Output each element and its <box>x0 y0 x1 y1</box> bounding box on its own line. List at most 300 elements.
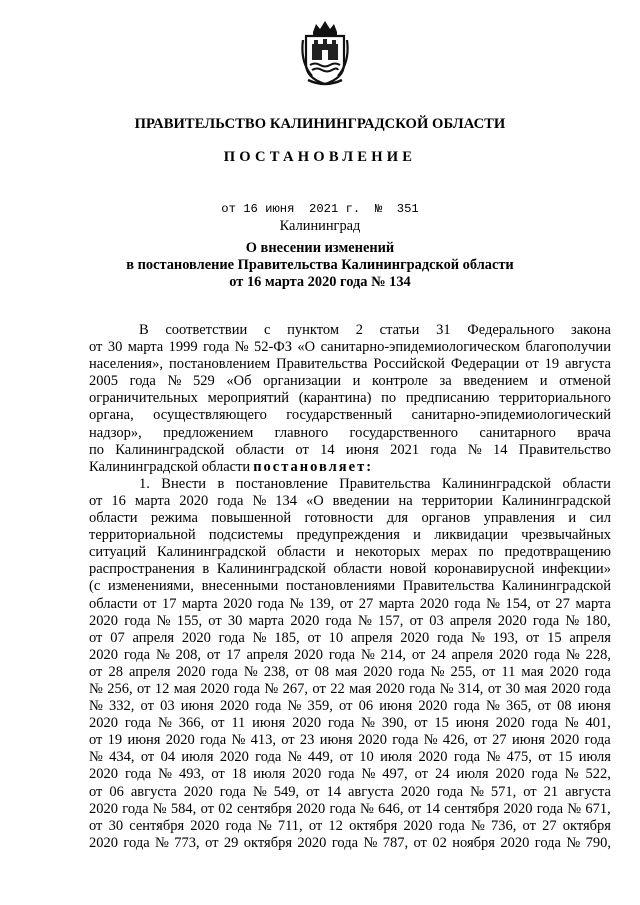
word: 14 <box>425 800 441 817</box>
word: 359, <box>307 698 333 715</box>
word: августа <box>565 356 611 373</box>
word: года <box>255 749 282 766</box>
word: 08 <box>557 698 572 715</box>
word: сил <box>589 510 611 527</box>
government-name: ПРАВИТЕЛЬСТВО КАЛИНИНГРАДСКОЙ ОБЛАСТИ <box>134 116 506 132</box>
word: 22 <box>330 680 345 697</box>
word: 24 <box>431 646 446 663</box>
word: от <box>339 749 353 766</box>
word: 1999 <box>168 339 198 356</box>
word: 2020 <box>497 612 527 629</box>
word: № <box>167 373 182 390</box>
word: 52-ФЗ <box>253 339 293 356</box>
word: врача <box>577 424 611 441</box>
word: 2020 <box>418 698 448 715</box>
word: года <box>329 800 356 817</box>
word: июля <box>380 749 413 766</box>
word: 787, <box>382 834 409 851</box>
word: года <box>531 766 558 783</box>
word: года <box>328 646 356 663</box>
word: 390, <box>381 715 408 732</box>
body-line <box>89 630 611 647</box>
word: от <box>536 595 550 612</box>
word: 332, <box>109 698 135 715</box>
word: от <box>89 732 103 749</box>
body-line <box>89 390 611 407</box>
word: № <box>264 680 279 697</box>
word: 529 <box>193 373 215 390</box>
word: года <box>392 732 419 749</box>
word: с <box>263 322 271 338</box>
word: 10 <box>328 629 344 646</box>
word: марта <box>127 339 164 356</box>
word: Калининградской <box>115 441 225 458</box>
word: года <box>325 612 352 629</box>
word: «О <box>305 492 324 509</box>
word: 2020 <box>89 800 118 817</box>
word: № <box>234 339 249 356</box>
word: года <box>437 629 464 646</box>
word: 12 <box>154 680 170 697</box>
body-line <box>89 818 611 835</box>
body-line-text: Калининградской области <box>89 458 251 475</box>
word: октября <box>243 834 293 851</box>
word: года <box>225 817 252 834</box>
word: № <box>257 817 272 834</box>
body-line <box>89 732 611 749</box>
word: 497, <box>382 766 408 783</box>
word: апреля <box>350 629 393 646</box>
word: июля <box>456 766 489 783</box>
word: 2020 <box>293 646 323 663</box>
word: постановлением <box>168 356 271 373</box>
word: 2020 <box>200 680 230 697</box>
word: № <box>252 783 267 800</box>
body-line <box>89 681 611 698</box>
body-line <box>89 459 611 476</box>
word: 30 <box>505 680 521 697</box>
word: № <box>360 646 375 663</box>
word: июня <box>180 698 214 715</box>
word: года <box>123 834 150 851</box>
word: 30 <box>108 817 124 834</box>
word: 14 <box>493 441 508 458</box>
body-line <box>89 373 611 390</box>
word: года <box>331 834 359 851</box>
word: года <box>233 680 260 697</box>
word: года <box>532 612 560 629</box>
word: от <box>308 817 323 834</box>
word: 154, <box>505 595 531 612</box>
word: В <box>139 322 149 338</box>
word: управления <box>483 510 555 527</box>
word: 2020 <box>190 817 220 834</box>
word: от <box>89 492 103 509</box>
word: 493, <box>178 766 205 783</box>
word: № <box>156 612 171 629</box>
word: года <box>454 595 481 612</box>
word: и <box>352 373 361 390</box>
word: территориального <box>499 390 611 407</box>
body-line <box>89 596 611 613</box>
word: апреля <box>569 629 611 646</box>
word: 365, <box>505 698 532 715</box>
word: 2020 <box>549 663 579 680</box>
word: года <box>430 441 457 458</box>
word: года <box>203 339 230 356</box>
word: № <box>565 646 580 663</box>
body-line <box>89 664 611 681</box>
word: предотвращению <box>504 544 611 561</box>
word: Правительство <box>518 441 611 458</box>
word: ноября <box>452 834 495 851</box>
word: 401, <box>585 715 611 732</box>
word: 2020 <box>292 715 322 732</box>
body-line <box>89 527 611 544</box>
word: отменой <box>559 373 611 390</box>
word: 773, <box>174 834 200 851</box>
word: 790, <box>585 834 611 851</box>
word: 2020 <box>292 766 322 783</box>
word: года <box>409 680 436 697</box>
word: государственного <box>349 424 458 441</box>
word: (с <box>89 578 101 595</box>
word: от <box>306 783 320 800</box>
word: от <box>481 663 496 680</box>
word: № <box>486 749 501 766</box>
word: 255, <box>450 663 476 680</box>
word: 228, <box>585 646 611 663</box>
word: 2020 <box>503 800 533 817</box>
word: от <box>538 749 552 766</box>
word: от <box>206 646 221 663</box>
word: новой <box>389 561 427 578</box>
word: от <box>307 629 321 646</box>
body-line <box>89 698 611 715</box>
word: закона <box>570 322 611 338</box>
word: Калининградской <box>501 492 611 509</box>
word: от <box>537 698 551 715</box>
word: № <box>361 715 375 732</box>
word: 15 <box>547 629 562 646</box>
word: 366, <box>178 715 205 732</box>
word: 139, <box>308 595 335 612</box>
word: области <box>89 595 138 612</box>
word: 2020 <box>181 629 211 646</box>
word: июля <box>253 766 286 783</box>
word: благополучии <box>525 339 611 356</box>
word: № <box>363 834 378 851</box>
word: 19 <box>107 732 123 749</box>
body-line <box>89 425 611 442</box>
word: года <box>257 595 284 612</box>
word: от <box>295 441 309 458</box>
word: года <box>438 817 465 834</box>
word: № <box>89 680 103 697</box>
word: Правительства <box>402 578 495 595</box>
word: 10 <box>359 749 374 766</box>
word: года <box>453 698 480 715</box>
word: года <box>536 800 564 817</box>
word: Калининградской <box>501 578 611 595</box>
word: 08 <box>314 663 330 680</box>
word: 2020 <box>89 766 118 783</box>
word: 2020 <box>400 629 430 646</box>
word: № <box>287 749 302 766</box>
body-line <box>89 835 611 852</box>
word: Калининградской <box>441 475 552 492</box>
word: июня <box>345 441 379 458</box>
word: Калининградской <box>157 544 267 561</box>
word: 155, <box>176 612 203 629</box>
word: 2020 <box>498 646 528 663</box>
word: 2020 <box>89 646 118 663</box>
word: 185, <box>274 629 300 646</box>
word: от <box>409 612 423 629</box>
word: 2005 <box>89 373 118 390</box>
word: 2020 <box>551 680 581 697</box>
word: года <box>328 766 355 783</box>
word: от <box>414 715 428 732</box>
word: 11 <box>231 715 246 732</box>
word: 2020 <box>357 732 387 749</box>
word: от <box>473 732 487 749</box>
word: 736, <box>490 817 517 834</box>
body-line <box>89 715 611 732</box>
word: 21 <box>543 783 559 800</box>
word: от <box>200 800 214 817</box>
word: органа, <box>89 407 134 424</box>
word: Федерации <box>450 356 520 373</box>
word: ограничительных <box>89 390 198 407</box>
word: 2020 <box>375 680 405 697</box>
word: ликвидации <box>434 527 508 544</box>
word: области <box>277 544 326 561</box>
word: № <box>566 834 581 851</box>
document-body <box>89 322 611 852</box>
word: апреля <box>451 646 494 663</box>
document-type: ПОСТАНОВЛЕНИЕ <box>223 149 417 165</box>
word: Российской <box>373 356 445 373</box>
title-line: в постановление Правительства Калининградской области <box>126 257 514 273</box>
word: коронавирусной <box>434 561 535 578</box>
word: № <box>423 732 438 749</box>
word: по <box>89 441 105 458</box>
word: марта <box>134 492 171 509</box>
word: № <box>564 766 579 783</box>
word: года <box>124 766 152 783</box>
word: (карантина) <box>298 390 372 407</box>
word: года <box>123 646 151 663</box>
word: № <box>89 749 103 766</box>
word: органов <box>421 510 471 527</box>
word: от <box>339 698 353 715</box>
word: 2020 <box>179 492 209 509</box>
word: 28 <box>108 663 123 680</box>
word: № <box>567 800 582 817</box>
word: № <box>252 492 267 509</box>
word: и <box>568 510 577 527</box>
word: июля <box>578 749 611 766</box>
word: 14 <box>326 783 342 800</box>
word: № <box>289 595 304 612</box>
word: для <box>386 510 409 527</box>
word: года <box>218 629 245 646</box>
word: 12 <box>328 817 343 834</box>
word: июня <box>455 715 489 732</box>
word: апреля <box>132 629 175 646</box>
word: 434, <box>109 749 135 766</box>
word: от <box>208 612 222 629</box>
word: 02 <box>218 800 233 817</box>
word: 02 <box>432 834 447 851</box>
word: июня <box>379 698 413 715</box>
word: года <box>584 680 611 697</box>
word: года <box>255 698 282 715</box>
word: от <box>205 834 219 851</box>
word: 27 <box>555 595 570 612</box>
word: № <box>361 766 376 783</box>
word: пунктом <box>287 322 340 338</box>
word: 571, <box>490 783 517 800</box>
word: года <box>584 732 611 749</box>
word: 2020 <box>403 817 433 834</box>
word: Федерального <box>467 322 555 338</box>
word: года <box>531 715 558 732</box>
word: 04 <box>160 749 176 766</box>
word: года <box>533 646 561 663</box>
body-line <box>89 766 611 783</box>
word: 671, <box>585 800 611 817</box>
word: санитарно-эпидемиологическом <box>320 339 520 356</box>
word: предупреждения <box>296 527 400 544</box>
word: от <box>281 732 295 749</box>
word: Правительства <box>339 475 431 492</box>
body-line <box>89 442 611 459</box>
word: апреля <box>449 612 492 629</box>
word: области <box>235 441 285 458</box>
word: № <box>158 766 173 783</box>
word: года <box>453 749 481 766</box>
word: 29 <box>223 834 239 851</box>
word: октября <box>562 817 611 834</box>
word: 449, <box>307 749 334 766</box>
word: 256, <box>107 680 133 697</box>
word: марта <box>248 612 285 629</box>
word: мая <box>173 680 196 697</box>
word: мероприятий <box>207 390 289 407</box>
date-number-line: от 16 июня 2021 г. № 351 <box>221 202 419 216</box>
word: 2020 <box>219 749 249 766</box>
word: № <box>430 663 445 680</box>
word: № <box>152 800 167 817</box>
body-line <box>89 339 611 356</box>
word: мая <box>521 663 544 680</box>
word: № <box>467 441 482 458</box>
word: от <box>525 356 539 373</box>
word: распространения <box>89 561 195 578</box>
word: по <box>478 544 494 561</box>
body-line <box>89 476 611 493</box>
word: 06 <box>358 698 374 715</box>
word: июля <box>181 749 214 766</box>
word: № <box>439 680 454 697</box>
word: 18 <box>231 766 247 783</box>
word: 2020 <box>495 715 525 732</box>
word: готовности <box>304 510 374 527</box>
word: от <box>89 817 103 834</box>
city: Калининград <box>279 218 361 234</box>
word: от <box>525 629 540 646</box>
word: 180, <box>585 612 611 629</box>
word: № <box>360 800 374 817</box>
word: 2 <box>355 322 363 338</box>
body-line <box>89 749 611 766</box>
word: 2020 <box>418 749 448 766</box>
word: 2020 <box>89 612 118 629</box>
word: сентября <box>444 800 500 817</box>
title-line: от 16 марта 2020 года № 134 <box>229 274 411 290</box>
word: 2020 <box>495 766 525 783</box>
word: 267, <box>282 680 309 697</box>
word: мерах <box>431 544 468 561</box>
word: мая <box>524 680 547 697</box>
word: 413, <box>250 732 276 749</box>
word: области <box>333 561 383 578</box>
word: 475, <box>506 749 532 766</box>
word: № <box>485 698 500 715</box>
word: санитарного <box>479 424 556 441</box>
word: апреля <box>246 646 289 663</box>
word: 27 <box>358 595 374 612</box>
word: предложением <box>163 424 254 441</box>
word: года <box>122 800 149 817</box>
word: года <box>124 715 152 732</box>
word: изменениями, <box>108 578 194 595</box>
word: августа <box>130 783 177 800</box>
word: соответствии <box>165 322 248 338</box>
word: 2020 <box>183 783 213 800</box>
word: года <box>200 732 227 749</box>
word: июня <box>252 715 286 732</box>
word: введении <box>332 492 390 509</box>
word: Правительства <box>276 356 368 373</box>
word: чрезвычайных <box>521 527 611 544</box>
word: 2020 <box>296 800 326 817</box>
word: апреля <box>128 663 171 680</box>
word: 2020 <box>500 834 530 851</box>
word: территории <box>421 492 493 509</box>
word: 2020 <box>400 783 430 800</box>
word: повышенной <box>211 510 292 527</box>
word: от <box>411 646 426 663</box>
word: в <box>217 475 225 492</box>
word: 1. <box>139 475 150 492</box>
word: 15 <box>557 749 573 766</box>
body-line <box>89 578 611 595</box>
word: подсистемы <box>208 527 284 544</box>
word: надзор», <box>89 424 142 441</box>
word: осуществляющего <box>153 407 267 424</box>
word: санитарно-эпидемиологический <box>411 407 611 424</box>
word: августа <box>565 783 611 800</box>
word: № <box>564 715 579 732</box>
word: от <box>339 595 354 612</box>
word: 2020 <box>363 663 393 680</box>
word: июня <box>127 732 161 749</box>
body-line <box>89 544 611 561</box>
word: постановлениями <box>285 578 396 595</box>
